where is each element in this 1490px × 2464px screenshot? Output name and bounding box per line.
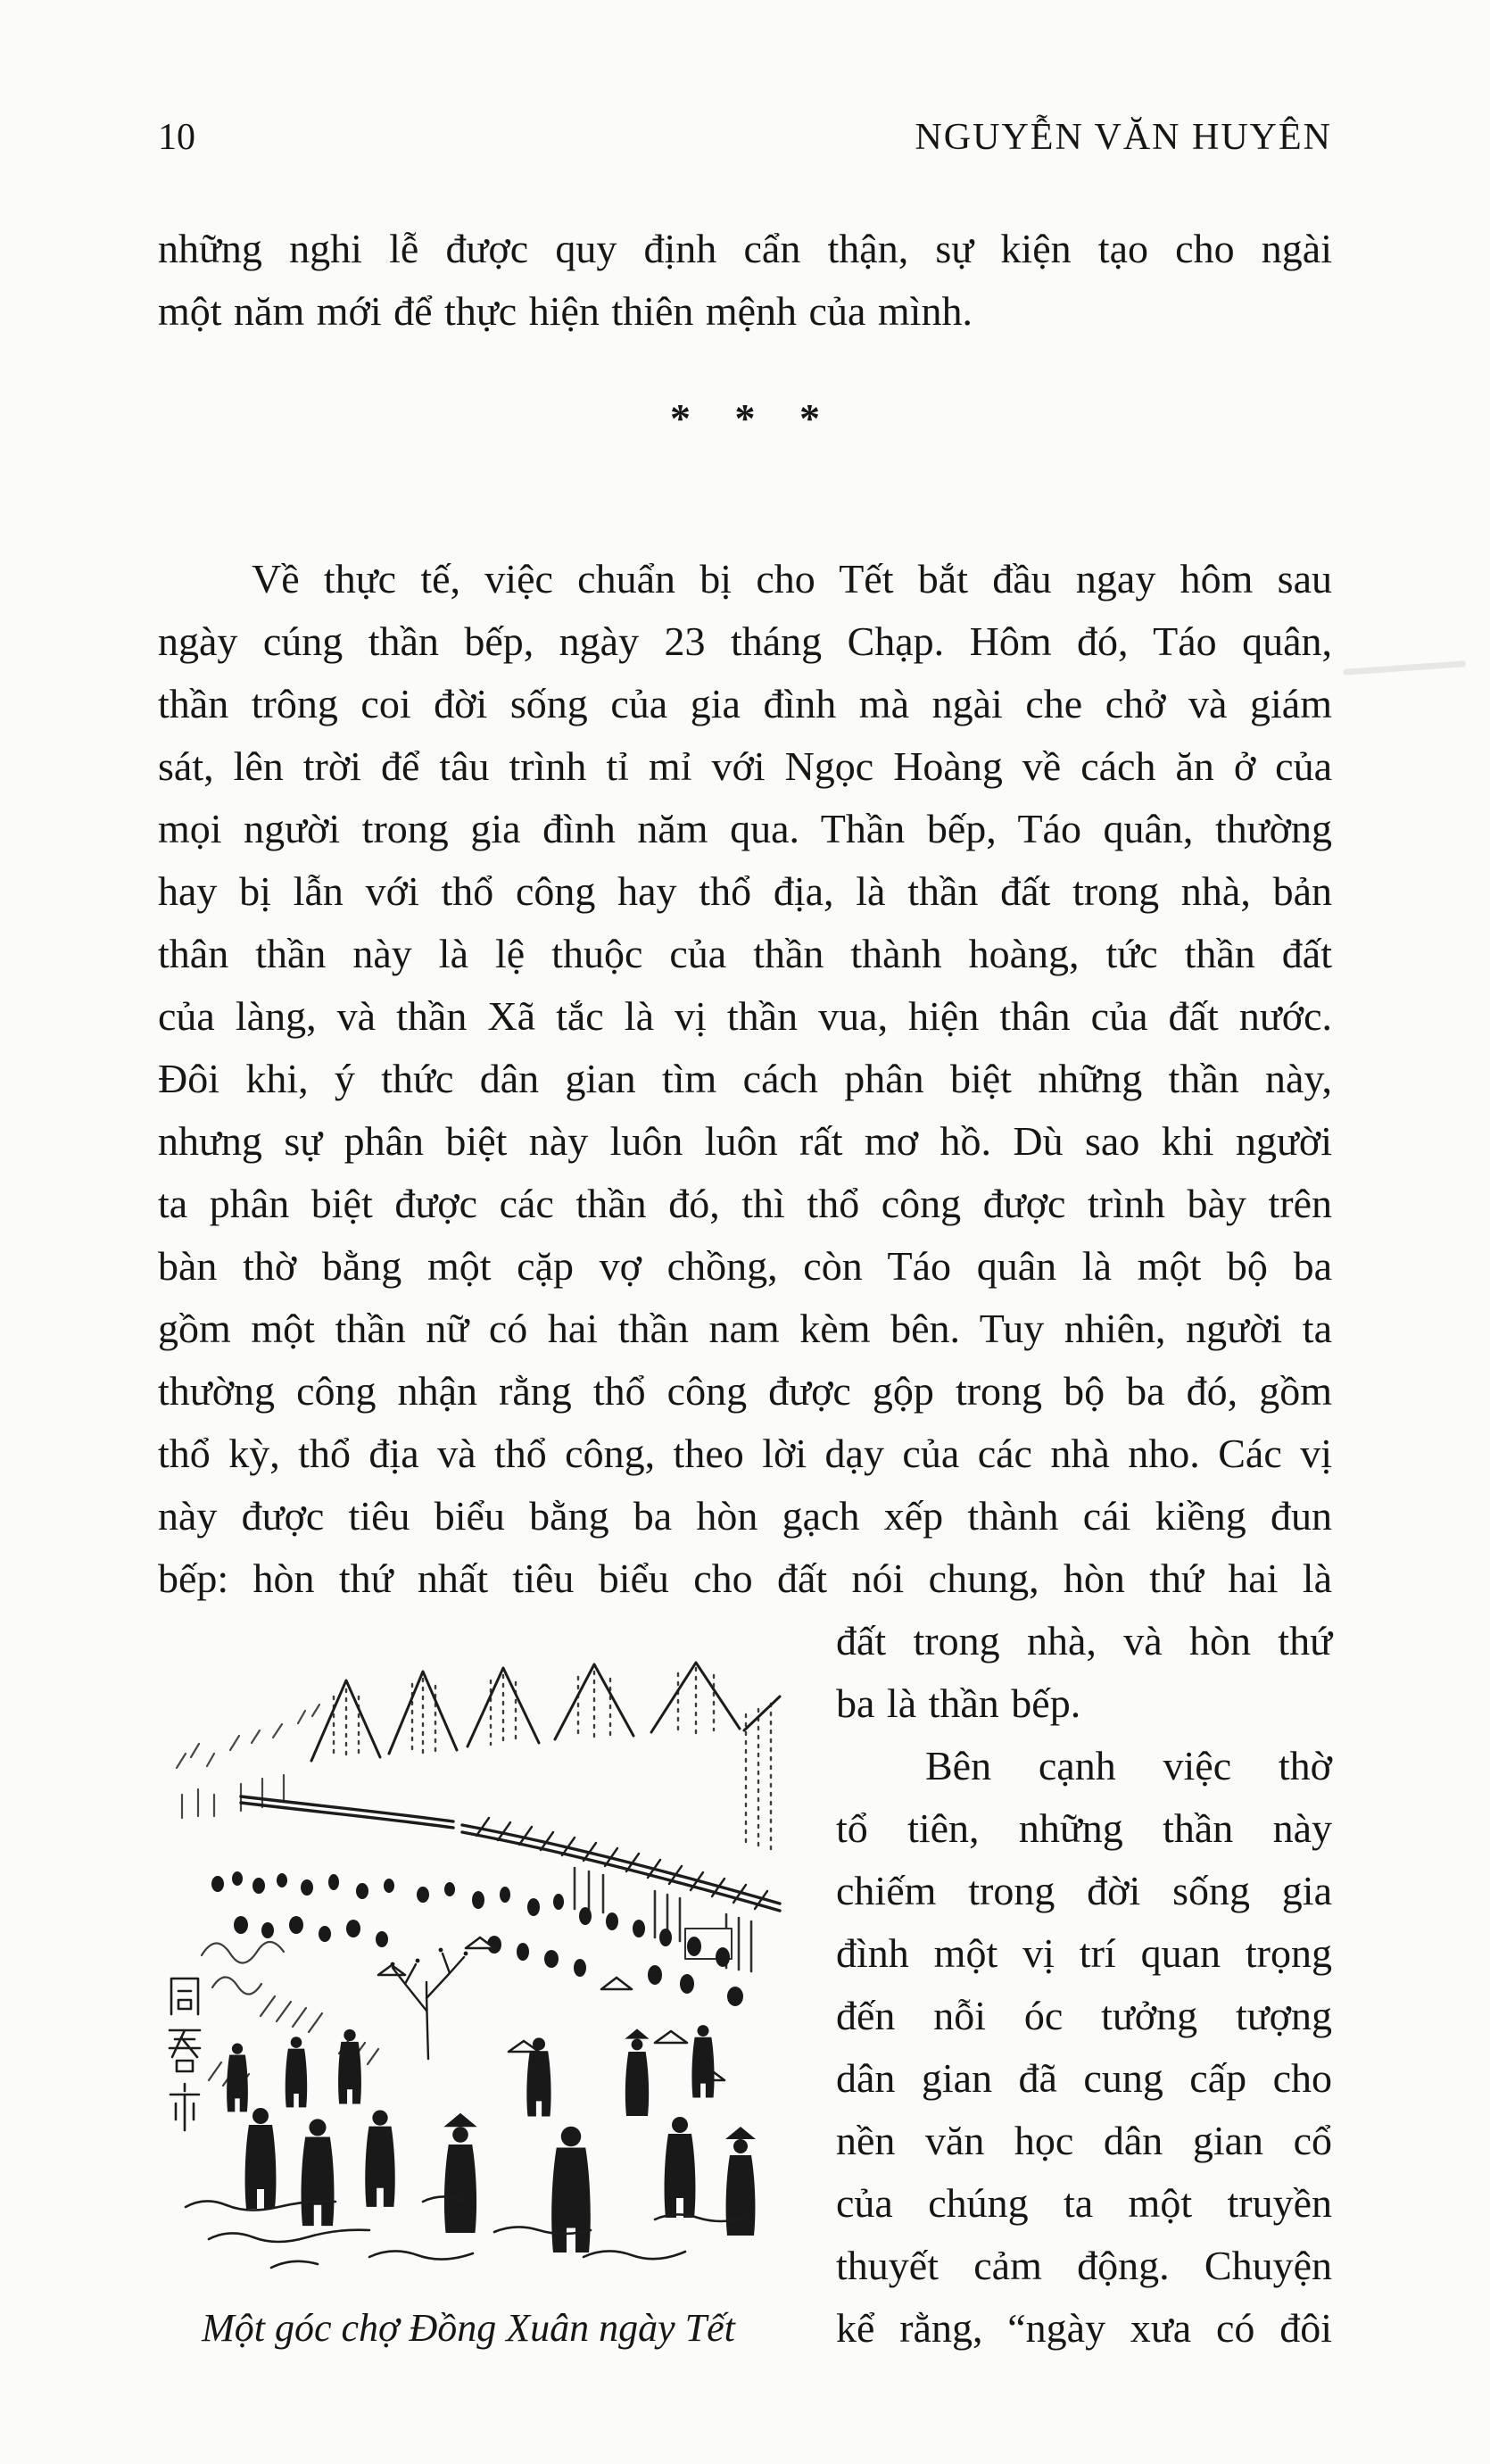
text-line: Đôi khi, ý thức dân gian tìm cách phân biệt những thần này, bbox=[158, 1056, 1332, 1101]
dong-xuan-market-sketch bbox=[155, 1661, 782, 2272]
text-line: thổ kỳ, thổ địa và thổ công, theo lời dạy của các nhà nho. Các vị bbox=[158, 1431, 1332, 1476]
text-line: chiếm trong đời sống gia bbox=[836, 1868, 1332, 1913]
text-line: hay bị lẫn với thổ công hay thổ địa, là thần đất trong nhà, bản bbox=[158, 868, 1332, 914]
text-line: Bên cạnh việc thờ bbox=[925, 1743, 1332, 1788]
text-line: nhưng sự phân biệt này luôn luôn rất mơ hồ. Dù sao khi người bbox=[158, 1118, 1332, 1164]
text-line: ta phân biệt được các thần đó, thì thổ công được trình bày trên bbox=[158, 1181, 1332, 1226]
text-line: sát, lên trời để tâu trình tỉ mỉ với Ngọc Hoàng về cách ăn ở của bbox=[158, 743, 1332, 789]
text-line: thường công nhận rằng thổ công được gộp trong bộ ba đó, gồm bbox=[158, 1368, 1332, 1414]
right-column bbox=[836, 1610, 1332, 2360]
market-illustration bbox=[155, 1661, 782, 2272]
paragraph-1 bbox=[158, 218, 1332, 343]
text-line: đình một vị trí quan trọng bbox=[836, 1930, 1332, 1976]
shop-sign-glyphs bbox=[170, 1979, 200, 2130]
text-line: thân thần này là lệ thuộc của thần thành hoàng, tức thần đất bbox=[158, 931, 1332, 976]
section-separator: * * * bbox=[670, 395, 820, 441]
running-head: NGUYỄN VĂN HUYÊN bbox=[915, 117, 1332, 158]
page-number: 10 bbox=[158, 117, 195, 158]
text-line: của làng, và thần Xã tắc là vị thần vua, hiện thân của đất nước. bbox=[158, 993, 1332, 1039]
paragraph-2 bbox=[158, 548, 1332, 1610]
text-line: một năm mới để thực hiện thiên mệnh của mình. bbox=[158, 288, 973, 334]
illustration-caption: Một góc chợ Đồng Xuân ngày Tết bbox=[202, 2306, 735, 2350]
text-line: mọi người trong gia đình năm qua. Thần bếp, Táo quân, thường bbox=[158, 806, 1332, 851]
text-line: tổ tiên, những thần này bbox=[836, 1805, 1332, 1851]
text-line: dân gian đã cung cấp cho bbox=[836, 2055, 1332, 2101]
text-line: ngày cúng thần bếp, ngày 23 tháng Chạp. Hôm đó, Táo quân, bbox=[158, 618, 1332, 664]
text-line: nền văn học dân gian cổ bbox=[836, 2118, 1332, 2163]
text-line: thuyết cảm động. Chuyện bbox=[836, 2243, 1332, 2288]
text-line: đến nỗi óc tưởng tượng bbox=[836, 1993, 1332, 2038]
text-line: Về thực tế, việc chuẩn bị cho Tết bắt đầu ngay hôm sau bbox=[252, 556, 1332, 601]
text-line: kể rằng, “ngày xưa có đôi bbox=[836, 2305, 1332, 2351]
text-line: bếp: hòn thứ nhất tiêu biểu cho đất nói chung, hòn thứ hai là bbox=[158, 1556, 1332, 1601]
text-line: gồm một thần nữ có hai thần nam kèm bên. Tuy nhiên, người ta bbox=[158, 1306, 1332, 1351]
text-line: thần trông coi đời sống của gia đình mà ngài che chở và giám bbox=[158, 681, 1332, 726]
text-line: này được tiêu biểu bằng ba hòn gạch xếp thành cái kiềng đun bbox=[158, 1493, 1332, 1539]
text-line: đất trong nhà, và hòn thứ bbox=[836, 1618, 1332, 1663]
text-line: ba là thần bếp. bbox=[836, 1680, 1081, 1726]
text-line: của chúng ta một truyền bbox=[836, 2180, 1332, 2226]
text-line: bàn thờ bằng một cặp vợ chồng, còn Táo quân là một bộ ba bbox=[158, 1243, 1332, 1289]
scan-smudge-artifact bbox=[1343, 660, 1466, 676]
text-line: những nghi lễ được quy định cẩn thận, sự kiện tạo cho ngài bbox=[158, 226, 1332, 271]
